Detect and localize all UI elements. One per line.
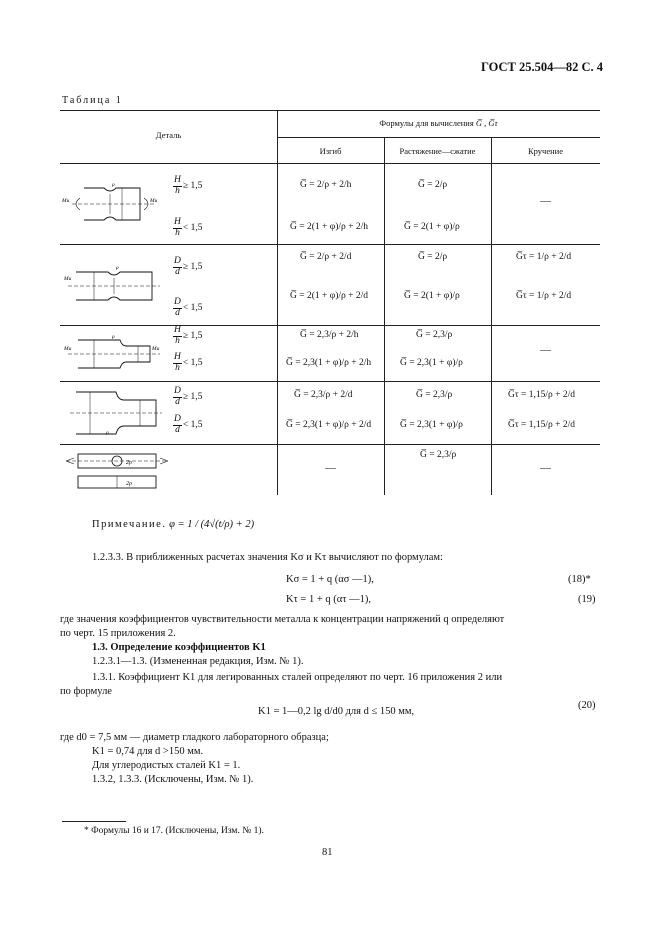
sketch-label-moment: Mи xyxy=(152,346,160,352)
sketch-hole-5 xyxy=(62,450,172,492)
cond-rel: ≥ 1,5 xyxy=(182,181,203,192)
row5-tors-dash: — xyxy=(540,462,551,474)
page-number: 81 xyxy=(322,847,333,858)
row4-tors1: G̅τ = 1,15/ρ + 2/d xyxy=(508,390,576,400)
row2-bend1: G̅ = 2/ρ + 2/d xyxy=(300,252,352,262)
cond-rel: < 1,5 xyxy=(182,303,203,314)
para-2a: где значения коэффициентов чувствительности металла к концентрации напряжений q определяют xyxy=(60,614,505,625)
row1-cond2 xyxy=(172,218,202,239)
col-formulas-symbols: G̅ , G̅τ xyxy=(475,118,498,128)
col-tension-header: Растяжение—сжатие xyxy=(399,146,476,156)
sketch-label-rho: ρ xyxy=(116,265,119,271)
cond-num: D xyxy=(174,256,181,266)
note xyxy=(92,519,254,530)
eq-20-number: (20) xyxy=(578,700,596,711)
sketch-label-moment: Mи xyxy=(64,346,72,352)
sketch-round-groove-2 xyxy=(64,262,164,310)
note-formula: φ = 1 / (4√(t/ρ) + 2) xyxy=(169,519,255,530)
row3-tors-dash: — xyxy=(540,344,551,356)
row2-tors1: G̅τ = 1/ρ + 2/d xyxy=(516,252,572,262)
cond-den: d xyxy=(175,396,180,407)
row3-tens2: G̅ = 2,3(1 + φ)/ρ xyxy=(400,358,463,368)
row1-tens1: G̅ = 2/ρ xyxy=(418,180,448,190)
sketch-label-rho: ρ xyxy=(112,182,115,188)
sketch-flat-groove-1 xyxy=(62,178,162,230)
cond-den: d xyxy=(175,307,180,318)
cond-num: D xyxy=(174,414,181,424)
header-bottom-rule xyxy=(60,163,600,164)
cond-rel: < 1,5 xyxy=(182,358,203,369)
cond-rel: < 1,5 xyxy=(182,420,203,431)
page-header: ГОСТ 25.504—82 С. 4 xyxy=(480,60,603,74)
row4-cond2 xyxy=(172,415,202,436)
col-rule-3 xyxy=(491,137,492,495)
para-1-2-3-3: 1.2.3.3. В приближенных расчетах значения Kσ и Kτ вычисляют по формулам: xyxy=(92,552,443,563)
sketch-label-two-rho: 2ρ xyxy=(126,481,132,487)
para-5: Для углеродистых сталей K1 = 1. xyxy=(92,760,241,771)
row4-bend2: G̅ = 2,3(1 + φ)/ρ + 2/d xyxy=(286,420,372,430)
cond-num: H xyxy=(174,325,181,335)
cond-den: d xyxy=(175,424,180,435)
note-label: Примечание. xyxy=(92,519,167,530)
cond-rel: ≥ 1,5 xyxy=(182,331,203,342)
row1-tens2: G̅ = 2(1 + φ)/ρ xyxy=(404,222,460,232)
row4-tors2: G̅τ = 1,15/ρ + 2/d xyxy=(508,420,576,430)
sketch-round-step-4 xyxy=(66,386,166,440)
row-rule-1 xyxy=(60,244,600,245)
col-torsion-header: Кручение xyxy=(528,146,563,156)
col-rule-2 xyxy=(384,137,385,495)
para-3: где d0 = 7,5 мм — диаметр гладкого лабораторного образца; xyxy=(60,732,329,743)
row5-tens1: G̅ = 2,3/ρ xyxy=(420,450,457,460)
row1-tors-dash: — xyxy=(540,195,551,207)
sketch-label-rho: ρ xyxy=(106,430,109,436)
row-rule-4 xyxy=(60,444,600,445)
cond-den: h xyxy=(175,185,180,196)
eq-19-number: (19) xyxy=(578,594,596,605)
cond-den: h xyxy=(175,335,180,346)
row2-tens1: G̅ = 2/ρ xyxy=(418,252,448,262)
row-rule-2 xyxy=(60,325,600,326)
col-formulas-header xyxy=(277,118,600,128)
table-title: Таблица 1 xyxy=(62,95,123,106)
cond-num: D xyxy=(174,297,181,307)
row4-cond1 xyxy=(172,387,202,408)
row2-cond1 xyxy=(172,257,202,278)
row5-bend-dash: — xyxy=(325,462,336,474)
table-top-rule xyxy=(60,110,600,111)
header-mid-rule xyxy=(277,137,600,138)
cond-num: H xyxy=(174,217,181,227)
footnote-rule xyxy=(62,821,126,822)
sketch-label-moment: Mи xyxy=(64,276,72,282)
col-bend-header: Изгиб xyxy=(319,146,342,156)
para-1-3-1a: 1.3.1. Коэффициент K1 для легированных сталей определяют по черт. 16 приложения 2 или xyxy=(92,672,503,683)
row4-bend1: G̅ = 2,3/ρ + 2/d xyxy=(294,390,353,400)
cond-den: d xyxy=(175,266,180,277)
eq-20: K1 = 1—0,2 lg d/d0 для d ≤ 150 мм, xyxy=(258,706,415,717)
footnote: * Формулы 16 и 17. (Исключены, Изм. № 1). xyxy=(84,826,264,836)
row-rule-3 xyxy=(60,381,600,382)
row3-bend2: G̅ = 2,3(1 + φ)/ρ + 2/h xyxy=(286,358,372,368)
sketch-flat-step-3 xyxy=(64,332,164,376)
eq-18: Kσ = 1 + q (ασ —1), xyxy=(286,574,374,585)
para-2b: по черт. 15 приложения 2. xyxy=(60,628,176,639)
row3-cond1 xyxy=(172,326,202,347)
sketch-label-two-rho: 2ρ xyxy=(126,460,132,466)
cond-rel: < 1,5 xyxy=(182,223,203,234)
row2-cond2 xyxy=(172,298,202,319)
cond-num: H xyxy=(174,352,181,362)
sketch-label-moment: Mи xyxy=(62,198,70,204)
row1-bend1: G̅ = 2/ρ + 2/h xyxy=(300,180,352,190)
row3-cond2 xyxy=(172,353,202,374)
sketch-label-rho: ρ xyxy=(112,334,115,340)
cond-rel: ≥ 1,5 xyxy=(182,262,203,273)
para-6: 1.3.2, 1.3.3. (Исключены, Изм. № 1). xyxy=(92,774,254,785)
row2-tens2: G̅ = 2(1 + φ)/ρ xyxy=(404,291,460,301)
para-amendment-1: 1.2.3.1—1.3. (Измененная редакция, Изм. № 1). xyxy=(92,656,304,667)
row1-cond1 xyxy=(172,176,202,197)
row4-tens2: G̅ = 2,3(1 + φ)/ρ xyxy=(400,420,463,430)
eq-19: Kτ = 1 + q (ατ —1), xyxy=(286,594,371,605)
eq-18-number: (18)* xyxy=(568,574,591,585)
row4-tens1: G̅ = 2,3/ρ xyxy=(416,390,453,400)
row3-tens1: G̅ = 2,3/ρ xyxy=(416,330,453,340)
sketch-label-moment: Mи xyxy=(150,198,158,204)
row2-bend2: G̅ = 2(1 + φ)/ρ + 2/d xyxy=(290,291,369,301)
row1-bend2: G̅ = 2(1 + φ)/ρ + 2/h xyxy=(290,222,369,232)
row3-bend1: G̅ = 2,3/ρ + 2/h xyxy=(300,330,359,340)
cond-num: H xyxy=(174,175,181,185)
cond-den: h xyxy=(175,362,180,373)
para-1-3-1b: по формуле xyxy=(60,686,112,697)
col-detail-header: Деталь xyxy=(155,130,182,140)
section-1-3-title: 1.3. Определение коэффициентов K1 xyxy=(92,642,266,653)
col-rule-1 xyxy=(277,110,278,495)
cond-rel: ≥ 1,5 xyxy=(182,392,203,403)
cond-den: h xyxy=(175,227,180,238)
row2-tors2: G̅τ = 1/ρ + 2/d xyxy=(516,291,572,301)
col-formulas-label: Формулы для вычисления xyxy=(379,118,474,128)
cond-num: D xyxy=(174,386,181,396)
para-4: K1 = 0,74 для d >150 мм. xyxy=(92,746,204,757)
